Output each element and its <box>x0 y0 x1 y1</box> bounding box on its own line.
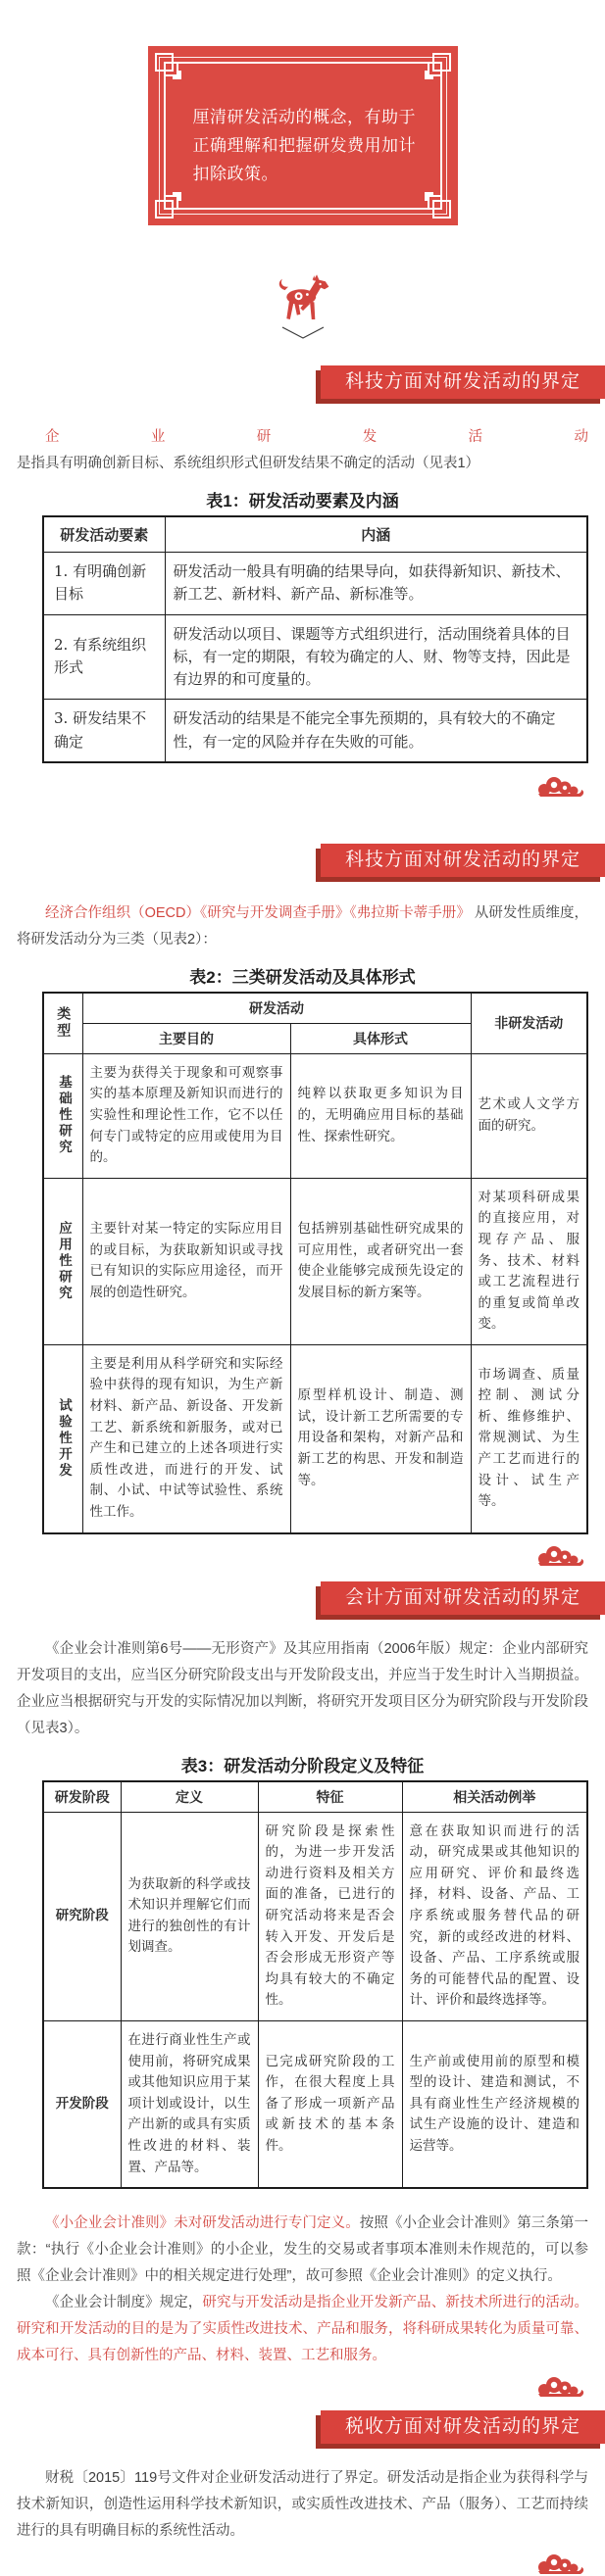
table-row <box>43 1344 587 1532</box>
table-cell: 在进行商业性生产或使用前，将研究成果或其他知识应用于某项计划或设计，以生产出新的或具有实质性改进的材料、装置、产品等。 <box>121 2020 258 2188</box>
column-header: 定义 <box>121 1781 258 1813</box>
table-row <box>43 1178 587 1344</box>
table-cell: 原型样机设计、制造、测试，设计新工艺所需要的专用设备和架构，对新产品和新工艺的构思、开发和制造等。 <box>290 1344 471 1532</box>
text-run: 按照《小企业会计准则》第三条第一款：“执行《小企业会计准则》的小企业，发生的交易或者事项本准则未作规范的，可以参照《企业会计准则》中的相关规定进行处理”，故可参照《企业会计准则》的定义执行。 <box>17 2215 589 2285</box>
table-cell: 纯粹以获取更多知识为目的，无明确应用目标的基础性、探索性研究。 <box>290 1053 471 1178</box>
cloud-divider-icon <box>534 2552 585 2576</box>
cloud-divider-icon <box>534 1544 585 1568</box>
paragraph-oecd <box>17 900 588 953</box>
table-row <box>43 614 587 700</box>
column-header: 具体形式 <box>290 1023 471 1053</box>
text-run: 从研发性质维度，将研发活动分为三类（见表2）： <box>17 904 588 948</box>
column-header: 主要目的 <box>82 1023 290 1053</box>
table-header-row <box>43 993 587 1024</box>
paragraph-accounting-system <box>17 2290 588 2369</box>
frame-corner-ornament <box>153 189 184 220</box>
table-cell: 研发活动以项目、课题等方式组织进行，活动围绕着具体的目标，有一定的期限，有较为确定的人、财、物等支持，因此是有边界的和可度量的。 <box>165 614 587 700</box>
cloud-divider-icon <box>534 775 585 799</box>
paragraph-tax-definition: 财税〔2015〕119号文件对企业研发活动进行了界定。研发活动是指企业为获得科学与技术新知识，创造性运用科学技术新知识，或实质性改进技术、产品（服务）、工艺而持续进行的具有明确目标的系统性活动。 <box>17 2470 588 2540</box>
frame-corner-ornament <box>153 51 184 82</box>
table-cell: 3. 研发结果不确定 <box>43 700 165 762</box>
papercut-horse-icon <box>275 272 331 323</box>
table-cell: 主要为获得关于现象和可观察事实的基本原理及新知识而进行的实验性和理论性工作，它不以任何专门或特定的应用或使用为目的。 <box>82 1053 290 1178</box>
table-cell <box>43 1344 82 1532</box>
table-cell: 1. 有明确创新目标 <box>43 553 165 615</box>
table-cell <box>43 1178 82 1344</box>
text-run: 《企业会计制度》规定， <box>45 2295 203 2311</box>
column-header: 研发阶段 <box>43 1781 121 1813</box>
chevron-down-icon <box>280 325 326 340</box>
table-row <box>43 700 587 762</box>
section-header-accounting: 会计方面对研发活动的界定 <box>321 1581 605 1615</box>
highlight-run: 研究与开发活动是指企业开发新产品、新技术所进行的活动。研究和开发活动的目的是为了实质性改进技术、产品和服务，将科研成果转化为质量可靠、成本可行、具有创新性的产品、材料、装置、工艺和服务。 <box>17 2295 589 2364</box>
table3-title: 表3：研发活动分阶段定义及特征 <box>180 1756 425 1775</box>
paragraph-enterprise-rd <box>17 424 588 477</box>
table-cell: 主要针对某一特定的实际应用目的或目标，为获取新知识或寻找已有知识的实际应用途径，而开展的创造性研究。 <box>82 1178 290 1344</box>
table-cell <box>43 1053 82 1178</box>
table-cell: 对某项科研成果的直接应用，对现存产品、服务、技术、材料或工艺流程进行的重复或简单改变。 <box>471 1178 587 1344</box>
table-cell: 研发活动一般具有明确的结果导向，如获得新知识、新技术、新工艺、新材料、新产品、新标准等。 <box>165 553 587 615</box>
table-cell: 意在获取知识而进行的活动，研究成果或其他知识的应用研究、评价和最终选择，材料、设备、产品、工序系统或服务替代品的研究，新的或经改进的材料、设备、产品、工序系统或服务的可能替代品的配置、设计、评价和最终选择等。 <box>402 1812 587 2020</box>
table-row <box>43 553 587 615</box>
frame-corner-ornament <box>422 51 453 82</box>
frame-corner-ornament <box>422 189 453 220</box>
text-run: 是指具有明确创新目标、系统组织形式但研发结果不确定的活动（见表1） <box>17 456 480 471</box>
table-row <box>43 1812 587 2020</box>
column-header: 研发活动要素 <box>43 516 165 553</box>
vertical-header-text: 类型 <box>55 1006 72 1041</box>
table-cell: 研发活动的结果是不能完全事先预期的，具有较大的不确定性，有一定的风险并存在失败的可能。 <box>165 700 587 762</box>
column-header <box>43 993 82 1054</box>
vertical-cell-text: 试验性开发 <box>56 1398 73 1480</box>
table-cell: 艺术或人文学方面的研究。 <box>471 1053 587 1178</box>
section-header-tech-1: 科技方面对研发活动的界定 <box>321 365 605 399</box>
table-cell: 开发阶段 <box>43 2020 121 2188</box>
table-cell: 为获取新的科学或技术知识并理解它们而进行的独创性的有计划调查。 <box>121 1812 258 2020</box>
cloud-divider-icon <box>534 2375 585 2399</box>
table-rd-categories <box>42 992 588 1534</box>
highlight-run: 企业研发活动 <box>45 429 588 445</box>
table-row <box>43 1053 587 1178</box>
table-header-row <box>43 516 587 553</box>
article-page <box>0 46 605 2540</box>
intro-banner <box>148 46 458 225</box>
vertical-cell-text: 基础性研究 <box>56 1075 73 1156</box>
table-cell: 研究阶段 <box>43 1812 121 2020</box>
table-header-row <box>43 1781 587 1813</box>
highlight-run: 《小企业会计准则》未对研发活动进行专门定义。 <box>45 2215 360 2232</box>
section-header-tax: 税收方面对研发活动的界定 <box>321 2410 605 2444</box>
section-header-tech-2: 科技方面对研发活动的界定 <box>321 844 605 877</box>
column-header: 相关活动例举 <box>402 1781 587 1813</box>
table-cell: 2. 有系统组织形式 <box>43 614 165 700</box>
table-cell: 市场调查、质量控制、测试分析、维修维护、常规测试、为生产工艺而进行的设计、试生产等。 <box>471 1344 587 1532</box>
column-header: 研发活动 <box>82 993 471 1024</box>
column-header: 非研发活动 <box>471 993 587 1054</box>
table-cell: 研究阶段是探索性的，为进一步开发活动进行资料及相关方面的准备，已进行的研究活动将来是否会转入开发、开发后是否会形成无形资产等均具有较大的不确定性。 <box>258 1812 402 2020</box>
table-cell: 主要是利用从科学研究和实际经验中获得的现有知识，为生产新材料、新产品、新设备、开发新工艺、新系统和新服务，或对已产生和已建立的上述各项进行实质性改进，而进行的开发、试制、小试、中试等试验性、系统性工作。 <box>82 1344 290 1532</box>
table-row <box>43 2020 587 2188</box>
highlight-run: 经济合作组织（OECD）《研究与开发调查手册》《弗拉斯卡蒂手册》 <box>45 904 471 921</box>
table-rd-phases <box>42 1780 588 2190</box>
table-cell: 生产前或使用前的原型和模型的设计、建造和测试，不具有商业性生产经济规模的试生产设施的设计、建造和运营等。 <box>402 2020 587 2188</box>
table1-title: 表1：研发活动要素及内涵 <box>206 492 399 510</box>
table2-title: 表2：三类研发活动及具体形式 <box>189 967 416 987</box>
column-header: 特征 <box>258 1781 402 1813</box>
table-cell: 已完成研究阶段的工作，在很大程度上具备了形成一项新产品或新技术的基本条件。 <box>258 2020 402 2188</box>
paragraph-accounting-standard: 《企业会计准则第6号——无形资产》及其应用指南（2006年版）规定：企业内部研究开发项目的支出，应当区分研究阶段支出与开发阶段支出，并应当于发生时计入当期损益。企业应当根据研究与开发的实际情况加以判断，将研究开发项目区分为研究阶段与开发阶段（见表3）。 <box>17 1640 588 1736</box>
paragraph-small-enterprise <box>17 2211 588 2290</box>
vertical-cell-text: 应用性研究 <box>56 1221 73 1302</box>
intro-text: 厘清研发活动的概念，有助于正确理解和把握研发费用加计扣除政策。 <box>192 108 416 184</box>
column-header: 内涵 <box>165 516 587 553</box>
table-cell: 包括辨别基础性研究成果的可应用性，或者研究出一套使企业能够完成预先设定的发展目标的新方案等。 <box>290 1178 471 1344</box>
table-rd-elements <box>42 515 588 763</box>
